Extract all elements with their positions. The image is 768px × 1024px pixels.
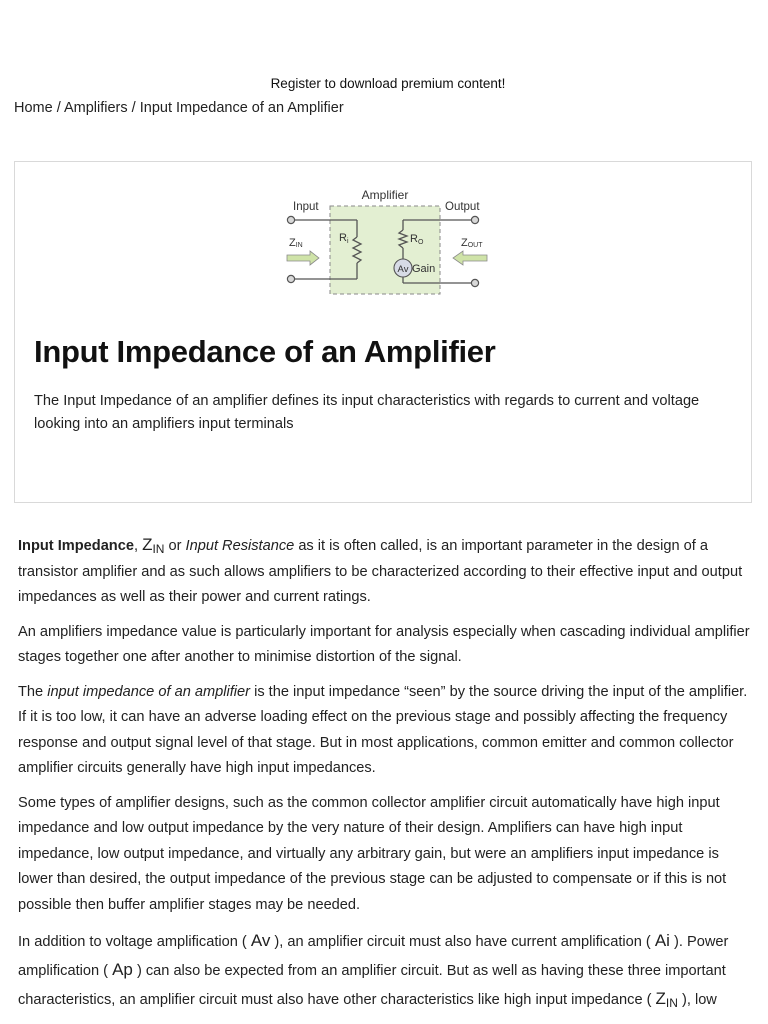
input-terminal-top	[287, 216, 294, 223]
zin-arrow-icon	[287, 251, 319, 265]
article-header-card	[14, 161, 752, 503]
breadcrumb-current: Input Impedance of an Amplifier	[139, 100, 344, 116]
output-terminal-top	[471, 216, 478, 223]
page-title: Input Impedance of an Amplifier	[34, 334, 496, 369]
term-input-resistance: Input Resistance	[185, 538, 295, 554]
output-label: Output	[445, 201, 480, 213]
output-terminal-bottom	[471, 279, 478, 286]
av-symbol: Av	[250, 931, 271, 950]
paragraph-1: Input Impedance, $Z_{IN}$ or Input Resistance as it is often called, is an important parameter in the design of a transistor amplifier and as such allows amplifiers to be characterized according to their effective input and output impedances as well as their power and current ratings.	[18, 535, 743, 605]
breadcrumb-separator: /	[52, 100, 64, 116]
amplifier-label: Amplifier	[361, 188, 409, 202]
ai-symbol: Ai	[654, 931, 670, 950]
gain-label: Gain	[412, 263, 436, 275]
premium-content-banner[interactable]: Register to download premium content!	[270, 76, 506, 91]
input-terminal-bottom	[287, 275, 294, 282]
amplifier-box	[330, 206, 440, 294]
paragraph-2: An amplifiers impedance value is particularly important for analysis especially when cascading individual amplifier stages together one after another to minimise distortion of the signal.	[18, 623, 750, 665]
zin-symbol: $Z_{IN}$	[655, 989, 678, 1010]
term-input-impedance-of-amplifier: input impedance of an amplifier	[47, 683, 251, 700]
ap-symbol: Ap	[112, 960, 133, 979]
amplifier-impedance-diagram	[277, 184, 497, 296]
paragraph-3: The input impedance of an amplifier is the input impedance “seen” by the source driving the input of the amplifier. If it is too low, it can have an adverse loading effect on the previous stage and possibly affecting the frequency response and output signal level of that stage. But in most applications, common emitter and common collector amplifier circuits generally have high input impedances.	[18, 683, 748, 776]
zout-label: ZOUT	[461, 237, 483, 249]
input-label: Input	[293, 201, 319, 213]
article-summary: The Input Impedance of an amplifier defines its input characteristics with regards to current and voltage looking into an amplifiers input terminals	[34, 393, 700, 432]
breadcrumb	[14, 100, 344, 116]
breadcrumb-separator: /	[127, 100, 140, 116]
zin-label: ZIN	[289, 237, 303, 249]
ri-label: Ri	[339, 232, 349, 245]
breadcrumb-home-link[interactable]: Home	[14, 100, 53, 116]
paragraph-4: Some types of amplifier designs, such as the common collector amplifier circuit automatically have high input impedance and low output impedance by the very nature of their design. Amplifiers can have high input impedance, low output impedance, and virtually any arbitrary gain, but were an amplifiers input impedance is lower than desired, the output impedance of the previous stage can be adjusted to compensate or if this is not possible then buffer amplifier stages may be needed.	[18, 794, 727, 913]
zin-symbol: $Z_{IN}$	[142, 535, 165, 556]
breadcrumb-amplifiers-link[interactable]: Amplifiers	[63, 100, 128, 116]
ro-label: RO	[410, 233, 424, 246]
article-body	[18, 532, 752, 1023]
zout-arrow-icon	[453, 251, 487, 265]
av-label: Av	[397, 264, 409, 275]
paragraph-5: In addition to voltage amplification ( Av ), an amplifier circuit must also have current amplification ( Ai ). Power amplification ( Ap ) can also be expected from an amplifier circuit. But as well as having these three important characteristics, an amplifier circuit must also have other characteristics like high input impedance ( $Z_{IN}$ ), low	[18, 931, 729, 1010]
term-input-impedance: Input Impedance	[18, 538, 134, 554]
